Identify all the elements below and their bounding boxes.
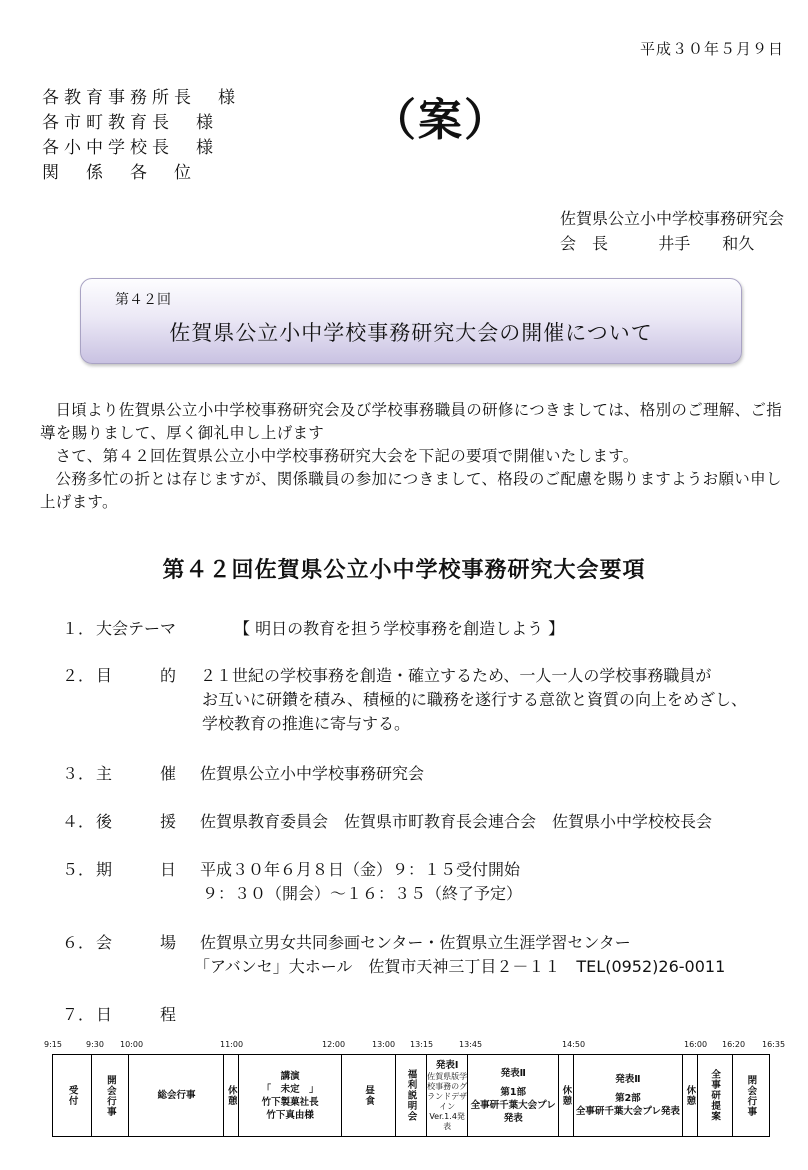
- item-content: 佐賀県教育委員会 佐賀県市町教育長会連合会 佐賀県小中学校校長会: [200, 812, 713, 831]
- intro-paragraph: 公務多忙の折とは存じますが、関係職員の参加につきまして、格段のご配慮を賜りますようお願い申し上げます。: [40, 470, 782, 511]
- intro-paragraph: さて、第４２回佐賀県公立小中学校事務研究大会を下記の要項で開催いたします。: [55, 447, 639, 465]
- item-number: ７．: [62, 1005, 95, 1024]
- title-banner: [80, 278, 742, 364]
- schedule-time-row: [44, 1040, 784, 1052]
- item-label: 期 日: [96, 860, 177, 879]
- schedule-time: 9:15: [44, 1040, 62, 1049]
- schedule-cell-presentation-1: [426, 1055, 467, 1137]
- presentation-title: 発表Ⅰ: [435, 1060, 459, 1071]
- item-content: 【 明日の教育を担う学校事務を創造しよう 】: [234, 619, 565, 638]
- schedule-cell-break: [224, 1055, 238, 1137]
- recipient: 各教育事務所長 様: [42, 88, 240, 108]
- schedule-cell-presentation-2b: [573, 1055, 683, 1137]
- recipient: 各市町教育長 様: [42, 113, 218, 133]
- presentation-part: 第1部: [500, 1086, 527, 1098]
- schedule-cell-presentation-2a: [468, 1055, 559, 1137]
- cell-text: 休憩: [225, 1085, 237, 1106]
- cell-text: 休憩: [684, 1085, 696, 1106]
- schedule-time: 11:00: [220, 1040, 244, 1049]
- cell-text: 全事研提案: [709, 1069, 721, 1122]
- recipient-list: [42, 86, 240, 186]
- draft-label: （案）: [372, 95, 510, 146]
- schedule-cell-welfare: [395, 1055, 426, 1137]
- sender-title: 会 長: [559, 234, 608, 253]
- item-date: [62, 858, 520, 882]
- cell-text: 開会行事: [104, 1074, 116, 1117]
- schedule-cell-reception: [53, 1055, 92, 1137]
- cell-text: 受付: [66, 1085, 78, 1106]
- schedule-cell-break: [559, 1055, 573, 1137]
- schedule-cell-closing: [732, 1055, 769, 1137]
- item-label: 日 程: [96, 1005, 177, 1024]
- schedule-time: 13:45: [459, 1040, 483, 1049]
- item-content: 平成３０年６月８日（金）９：１５受付開始: [200, 860, 521, 879]
- schedule-time: 16:35: [762, 1040, 786, 1049]
- document-date: 平成３０年５月９日: [639, 40, 784, 58]
- item-theme: [62, 617, 564, 641]
- item-number: ３．: [62, 764, 95, 783]
- banner-subtitle: 第４２回: [115, 292, 171, 308]
- item-number: ６．: [62, 933, 95, 952]
- item-number: ２．: [62, 666, 95, 685]
- item-content: 佐賀県立男女共同参画センター・佐賀県立生涯学習センター: [200, 933, 631, 952]
- item-content: 学校教育の推進に寄与する。: [202, 714, 411, 733]
- cell-text: 閉会行事: [745, 1074, 757, 1117]
- schedule-time: 14:50: [562, 1040, 586, 1049]
- recipient: 各小中学校長 様: [42, 138, 218, 158]
- schedule-time: 16:20: [722, 1040, 746, 1049]
- intro-paragraph: 日頃より佐賀県公立小中学校事務研究会及び学校事務職員の研修につきましては、格別のご理解、ご指導を賜りまして、厚く御礼申し上げます: [40, 401, 782, 442]
- schedule-cell-general-meeting: 総会行事: [129, 1055, 224, 1137]
- schedule-row: [53, 1055, 770, 1137]
- cell-text: 福利説明会: [405, 1069, 417, 1122]
- item-label: 目 的: [96, 666, 177, 685]
- sender-line: [560, 231, 784, 256]
- schedule-cell-lecture: [238, 1055, 341, 1137]
- recipient: 関 係 各 位: [42, 163, 196, 183]
- item-label: 会 場: [96, 933, 177, 952]
- item-number: １．: [62, 619, 95, 638]
- schedule-time: 9:30: [86, 1040, 104, 1049]
- item-content: ２１世紀の学校事務を創造・確立するため、一人一人の学校事務職員が: [200, 666, 712, 685]
- banner-title: 佐賀県公立小中学校事務研究大会の開催について: [169, 321, 653, 345]
- presentation-body: 佐賀県版学校事務のグランドデザインVer.1.4発表: [427, 1072, 468, 1131]
- presentation-title: 発表Ⅱ: [615, 1074, 641, 1085]
- item-support: [62, 810, 712, 834]
- presentation-part: 第2部: [615, 1093, 641, 1104]
- presentation-title: 発表Ⅱ: [500, 1067, 526, 1079]
- schedule-table: [52, 1054, 770, 1137]
- item-schedule: [62, 1003, 200, 1027]
- schedule-time: 13:00: [372, 1040, 396, 1049]
- sender-organization: 佐賀県公立小中学校事務研究会: [559, 209, 784, 228]
- intro-text: [40, 399, 790, 514]
- sender-name: 井手 和久: [658, 234, 755, 253]
- item-venue: [62, 931, 631, 955]
- lecture-speaker: 竹下真由様: [266, 1109, 314, 1121]
- schedule-cell-opening: [92, 1055, 129, 1137]
- schedule-cell-lunch: [342, 1055, 396, 1137]
- cell-text: 休憩: [560, 1085, 572, 1106]
- schedule-time: 13:15: [410, 1040, 434, 1049]
- lecture-speaker: 竹下製菓社長: [261, 1096, 319, 1108]
- item-content: ９：３０（開会）～１６：３５（終了予定）: [202, 884, 523, 903]
- cell-text: 昼食: [363, 1085, 375, 1106]
- item-content: お互いに研鑽を積み、積極的に職務を遂行する意欲と資質の向上をめざし、: [202, 690, 747, 709]
- presentation-body: 全事研千葉大会プレ発表: [575, 1106, 680, 1117]
- item-content: 「アバンセ」大ホール 佐賀市天神三丁目２－１１ TEL(0952)26-0011: [194, 957, 726, 976]
- lecture-title: 講演: [280, 1070, 300, 1082]
- schedule-time: 12:00: [322, 1040, 346, 1049]
- item-number: ５．: [62, 860, 95, 879]
- item-purpose: [62, 664, 711, 688]
- item-label: 後 援: [96, 812, 177, 831]
- schedule-time: 10:00: [120, 1040, 144, 1049]
- item-number: ４．: [62, 812, 95, 831]
- item-label: 大会テーマ: [96, 619, 177, 638]
- schedule-cell-proposal: [697, 1055, 732, 1137]
- presentation-body: 全事研千葉大会プレ発表: [470, 1099, 556, 1124]
- item-organizer: [62, 762, 424, 786]
- section-title: 第４２回佐賀県公立小中学校事務研究大会要項: [162, 558, 646, 583]
- sender-block: [560, 206, 784, 256]
- item-content: 佐賀県公立小中学校事務研究会: [200, 764, 425, 783]
- lecture-topic: 「 未定 」: [261, 1083, 319, 1095]
- schedule-cell-break: [683, 1055, 697, 1137]
- item-label: 主 催: [96, 764, 177, 783]
- schedule-time: 16:00: [684, 1040, 708, 1049]
